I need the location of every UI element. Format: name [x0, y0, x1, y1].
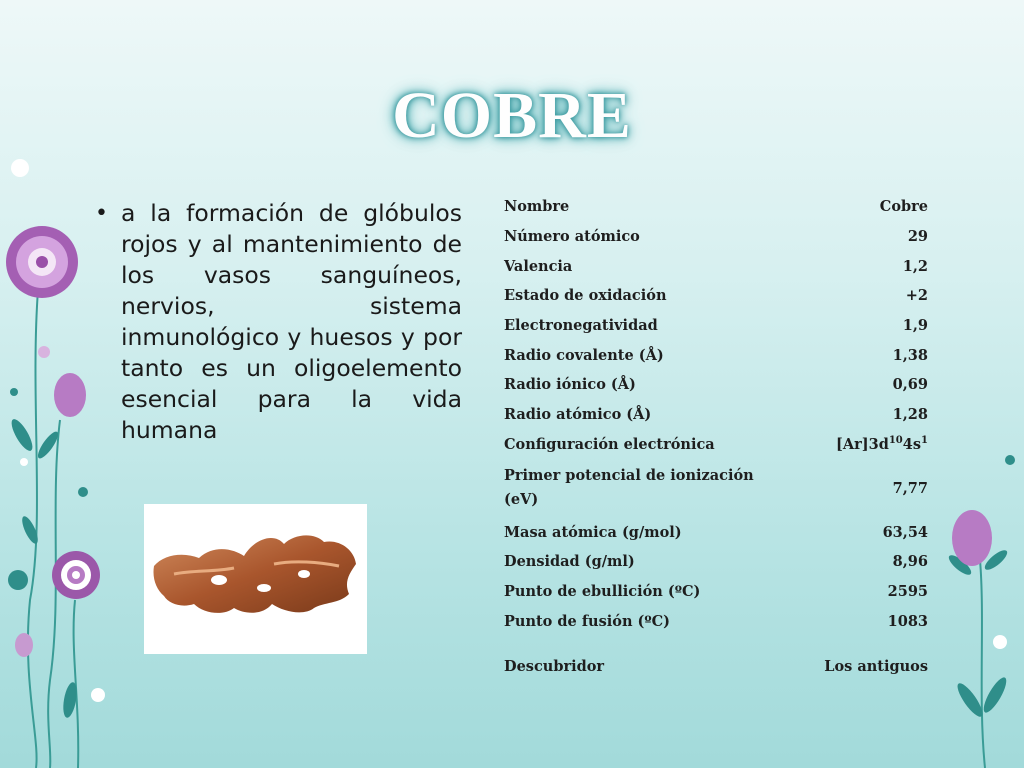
prop-value: 1083	[887, 612, 928, 630]
prop-label: Radio iónico (Å)	[504, 376, 636, 394]
table-row	[502, 547, 930, 577]
prop-value: 29	[907, 228, 928, 246]
table-row	[502, 577, 930, 607]
table-row	[502, 281, 930, 311]
flower-medium-icon	[52, 551, 100, 599]
table-row	[502, 400, 930, 430]
prop-label: Punto de fusión (ºC)	[504, 612, 671, 630]
prop-label: Punto de ebullición (ºC)	[504, 582, 701, 600]
prop-value: 1,9	[902, 317, 928, 335]
prop-label: Configuración electrónica	[504, 435, 715, 453]
properties-table	[502, 192, 930, 680]
table-row	[502, 636, 930, 680]
prop-label: Nombre	[504, 198, 570, 216]
prop-label: Descubridor	[504, 657, 605, 675]
bullet-text: a la formación de glóbulos rojos y al mantenimiento de los vasos sanguíneos, nervios, sistema inmunológico y huesos y por tanto es un oligoelemento esencial para la vida humana	[121, 199, 462, 444]
prop-value: 7,77	[892, 479, 928, 497]
table-row	[502, 430, 930, 460]
prop-value: Cobre	[879, 198, 928, 216]
prop-label: Número atómico	[504, 228, 640, 246]
prop-label: Primer potencial de ionización (eV)	[504, 467, 754, 509]
prop-value: 0,69	[892, 376, 928, 394]
table-row	[502, 311, 930, 341]
prop-label: Electronegatividad	[504, 317, 658, 335]
flower-large-icon	[6, 226, 78, 298]
prop-label: Densidad (g/ml)	[504, 553, 635, 571]
prop-label: Estado de oxidación	[504, 287, 667, 305]
table-row	[502, 517, 930, 547]
prop-value: 2595	[887, 582, 928, 600]
bullet-icon: •	[95, 201, 108, 226]
table-row	[502, 459, 930, 517]
prop-value: +2	[905, 287, 928, 305]
copper-nugget-image	[144, 504, 367, 654]
table-row	[502, 606, 930, 636]
table-row	[502, 370, 930, 400]
table-row	[502, 192, 930, 222]
table-row	[502, 222, 930, 252]
prop-value: 1,38	[892, 346, 928, 364]
prop-label: Masa atómica (g/mol)	[504, 523, 682, 541]
prop-value: 1,2	[902, 257, 928, 275]
page-title: COBRE	[392, 79, 632, 152]
prop-label: Valencia	[504, 257, 573, 275]
bullet-paragraph	[95, 198, 462, 446]
prop-value: $[Ar]3d^{10}4s^1$	[836, 435, 928, 454]
prop-value: 63,54	[882, 523, 928, 541]
prop-value: 1,28	[892, 406, 928, 424]
prop-label: Radio atómico (Å)	[504, 406, 652, 424]
table-row	[502, 340, 930, 370]
table-row	[502, 251, 930, 281]
prop-value: Los antiguos	[824, 657, 928, 675]
prop-value: 8,96	[892, 553, 928, 571]
prop-label: Radio covalente (Å)	[504, 346, 664, 364]
